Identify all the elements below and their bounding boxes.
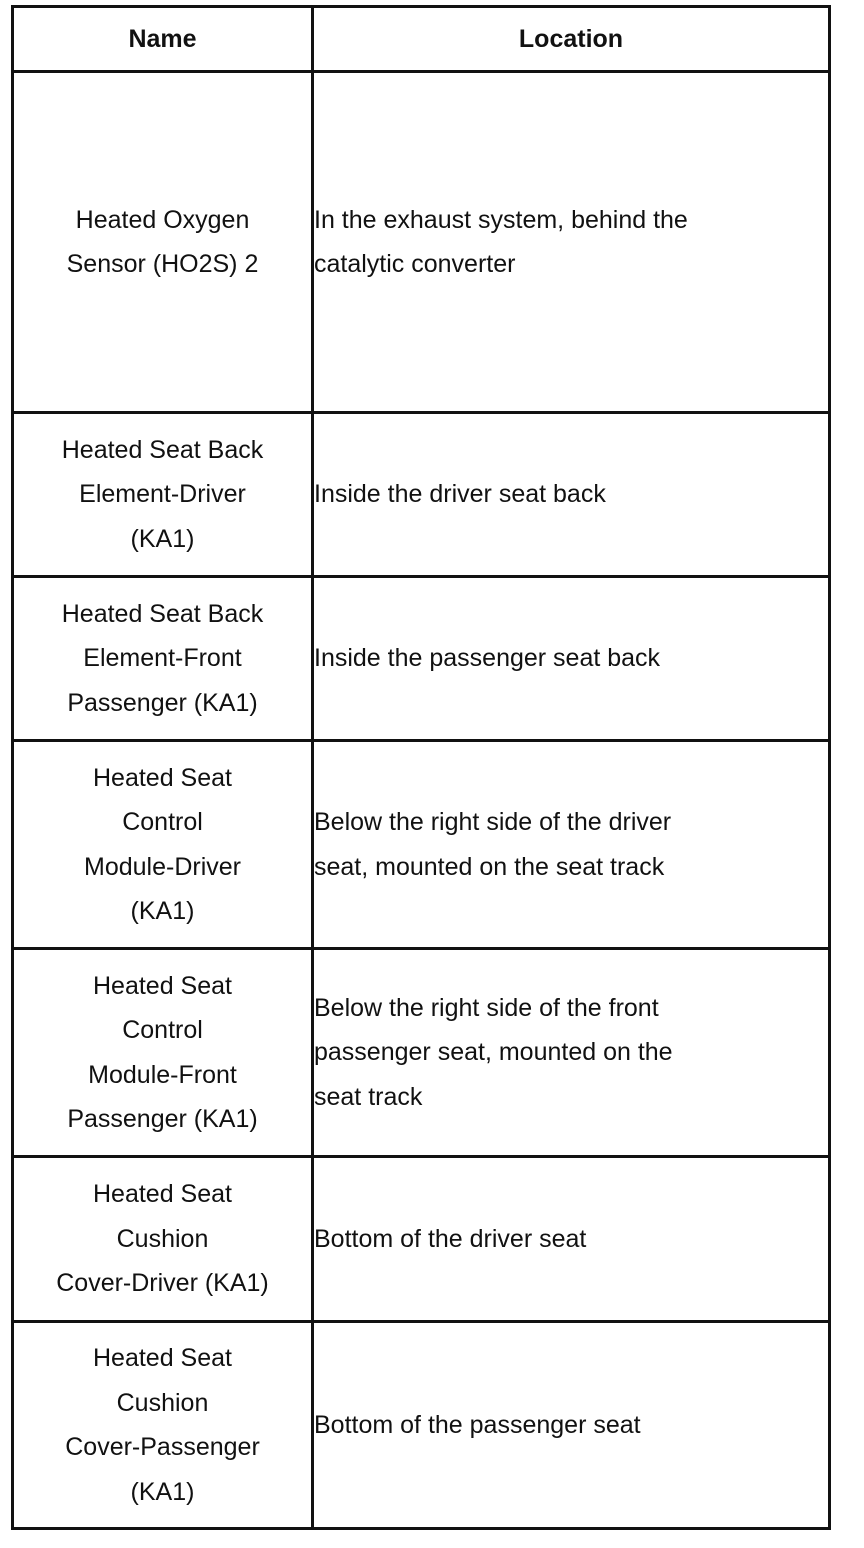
table-row [13, 741, 830, 949]
component-name: Heated Seat Back Element-Driver (KA1) [61, 435, 264, 553]
table-row [13, 1322, 830, 1529]
table-row [13, 413, 830, 577]
name-cell [13, 949, 313, 1157]
component-name: Heated Seat Cushion Cover-Passenger (KA1) [65, 1344, 260, 1506]
component-location: Below the right side of the front passenger seat, mounted on the seat track [314, 993, 673, 1111]
name-cell [13, 413, 313, 577]
header-row [13, 7, 830, 72]
component-name: Heated Oxygen Sensor (HO2S) 2 [66, 205, 259, 278]
component-name: Heated Seat Cushion Cover-Driver (KA1) [56, 1180, 269, 1298]
table-row [13, 1157, 830, 1322]
component-name: Heated Seat Back Element-Front Passenger (KA1) [61, 599, 264, 717]
name-cell [13, 1322, 313, 1529]
name-cell [13, 72, 313, 413]
name-cell [13, 1157, 313, 1322]
table-row [13, 72, 830, 413]
location-cell [313, 72, 830, 413]
location-cell [313, 741, 830, 949]
location-cell [313, 413, 830, 577]
component-location: Bottom of the passenger seat [314, 1410, 641, 1439]
table-row [13, 577, 830, 741]
table-row [13, 949, 830, 1157]
name-cell [13, 741, 313, 949]
column-header-location: Location [313, 7, 830, 72]
location-cell [313, 577, 830, 741]
component-name: Heated Seat Control Module-Driver (KA1) [84, 763, 241, 925]
column-header-name: Name [13, 7, 313, 72]
component-location: Below the right side of the driver seat, mounted on the seat track [314, 808, 672, 881]
location-cell [313, 949, 830, 1157]
component-location-table [11, 5, 831, 1530]
component-location: In the exhaust system, behind the catalytic converter [314, 205, 688, 278]
location-cell [313, 1322, 830, 1529]
component-location: Bottom of the driver seat [314, 1224, 587, 1253]
component-location: Inside the passenger seat back [314, 644, 661, 673]
component-location: Inside the driver seat back [314, 480, 606, 509]
name-cell [13, 577, 313, 741]
component-name: Heated Seat Control Module-Front Passenger (KA1) [67, 971, 258, 1133]
location-cell [313, 1157, 830, 1322]
